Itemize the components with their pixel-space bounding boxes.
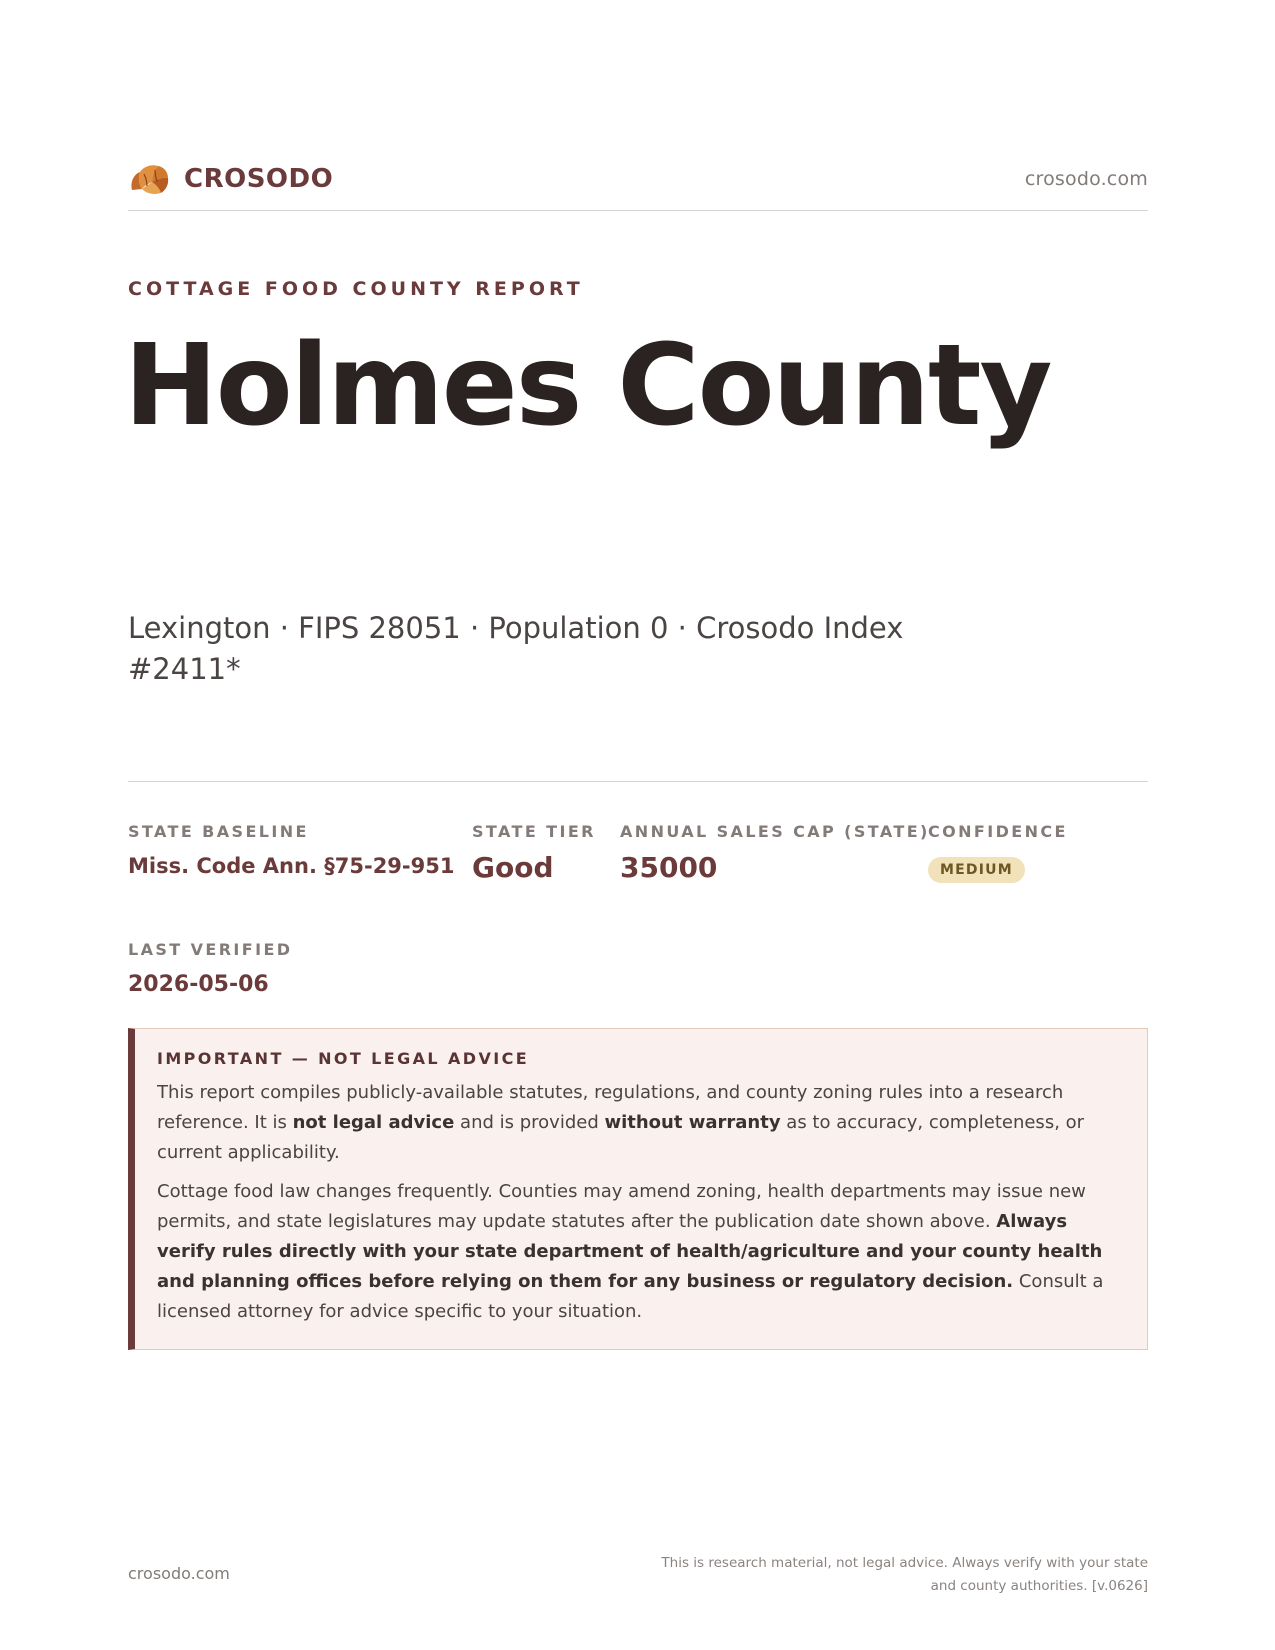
report-subtitle: Lexington · FIPS 28051 · Population 0 · Crosodo Index #2411* [128, 611, 904, 686]
stat-confidence [928, 822, 1068, 883]
notice-emphasis: not legal advice [292, 1112, 455, 1133]
stat-label: CONFIDENCE [928, 822, 1068, 841]
notice-text: Cottage food law changes frequently. Counties may amend zoning, health departments may issue new permits, and state legislatures may update statutes after the publication date shown above. [157, 1181, 1086, 1232]
notice-title: IMPORTANT — NOT LEGAL ADVICE [157, 1049, 530, 1068]
page-title: Holmes County [124, 321, 1051, 451]
stat-value: 35000 [620, 851, 718, 884]
stat-label: STATE TIER [472, 822, 596, 841]
stat-label: LAST VERIFIED [128, 940, 293, 959]
footer-disclaimer [628, 1552, 1148, 1598]
notice-paragraph-2 [157, 1177, 1123, 1327]
croissant-icon [128, 160, 170, 198]
stat-value: Good [472, 851, 554, 884]
header-site-link[interactable]: crosodo.com [1024, 168, 1148, 190]
notice-emphasis: without warranty [604, 1112, 781, 1133]
stat-value: 2026-05-06 [128, 972, 269, 997]
footer-site-link[interactable]: crosodo.com [128, 1564, 230, 1583]
page-header [128, 154, 1148, 211]
brand-name: CROSODO [184, 164, 334, 194]
notice-text: This report compiles publicly-available statutes, regulations, and county zoning rules into a research reference. It is [157, 1082, 1064, 1133]
notice-text: and is provided [454, 1112, 605, 1133]
stat-sales-cap [620, 822, 930, 884]
stat-state-tier [472, 822, 596, 884]
confidence-badge: MEDIUM [928, 857, 1025, 883]
brand [128, 160, 333, 198]
notice-emphasis: Always verify rules directly with your state department of health/agriculture and your county health and planning offices before relying on them for any business or regulatory decision. [157, 1211, 1103, 1292]
stat-label: ANNUAL SALES CAP (STATE) [620, 822, 930, 841]
report-eyebrow: COTTAGE FOOD COUNTY REPORT [128, 278, 584, 300]
legal-notice [128, 1028, 1148, 1350]
section-divider [128, 781, 1148, 782]
stat-label: STATE BASELINE [128, 822, 309, 841]
footer-disclaimer-line: This is research material, not legal advice. Always verify with your state [661, 1555, 1148, 1571]
stat-last-verified [128, 940, 292, 997]
notice-paragraph-1 [157, 1078, 1123, 1168]
notice-text: as to accuracy, completeness, or current applicability. [157, 1112, 1085, 1163]
footer-disclaimer-line: and county authorities. [v.0626] [930, 1578, 1148, 1594]
stat-value: Miss. Code Ann. §75-29-951 [128, 854, 455, 878]
notice-text: Consult a licensed attorney for advice specific to your situation. [157, 1271, 1104, 1322]
stat-state-baseline [128, 822, 454, 878]
